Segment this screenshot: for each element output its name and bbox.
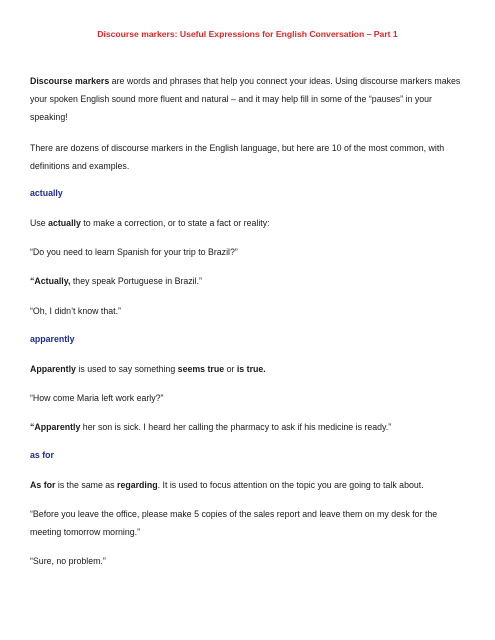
definition-as-for (30, 476, 470, 494)
document-title: Discourse markers: Useful Expressions for English Conversation – Part 1 (97, 29, 398, 39)
definition-actually-post: to make a correction, or to state a fact or reality: (80, 218, 270, 228)
example-bold: “Apparently (30, 422, 81, 432)
example-text: “Oh, I didn’t know that.” (30, 306, 121, 316)
example-actually-1 (30, 243, 470, 261)
definition-bold: is true. (236, 364, 266, 374)
definition-apparently (30, 360, 470, 378)
definition-bold: regarding (117, 480, 158, 490)
definition-apparently-term: Apparently (30, 364, 76, 374)
example-as-for-2 (30, 552, 470, 570)
intro-line-1-text: are words and phrases that help you connect your ideas. Using discourse markers makes (109, 76, 461, 86)
example-text: they speak Portuguese in Brazil.” (70, 276, 202, 286)
example-actually-2 (30, 272, 470, 290)
intro-line-2: your spoken English sound more fluent and natural – and it may help fill in some of the “pauses” in your (30, 94, 432, 104)
section-heading-actually: actually (30, 188, 63, 198)
example-apparently-1 (30, 389, 470, 407)
definition-text: is the same as (55, 480, 118, 490)
definition-text: is used to say something (75, 364, 178, 374)
section-heading-apparently: apparently (30, 334, 75, 344)
overview-line-2: definitions and examples. (30, 161, 130, 171)
definition-as-for-term: As for (30, 480, 56, 490)
definition-bold: seems true (177, 364, 225, 374)
definition-actually-term: actually (48, 218, 81, 228)
definition-actually-pre: Use (30, 218, 49, 228)
example-as-for-1-line-1: “Before you leave the office, please make 5 copies of the sales report and leave them on my desk for the (30, 509, 438, 519)
example-text: “Do you need to learn Spanish for your trip to Brazil?” (30, 247, 238, 257)
example-bold: “Actually, (30, 276, 71, 286)
example-text: “Sure, no problem.” (30, 556, 106, 566)
intro-term: Discourse markers (30, 76, 110, 86)
intro-line-1 (30, 72, 470, 90)
example-as-for-1-line-2: meeting tomorrow morning.” (30, 527, 140, 537)
example-apparently-2 (30, 418, 470, 436)
example-actually-3 (30, 302, 470, 320)
intro-line-3: speaking! (30, 112, 68, 122)
definition-text: . It is used to focus attention on the topic you are going to talk about. (157, 480, 424, 490)
definition-text: or (224, 364, 237, 374)
overview-line-1: There are dozens of discourse markers in the English language, but here are 10 of the most common, with (30, 143, 445, 153)
example-text: “How come Maria left work early?” (30, 393, 164, 403)
example-text: her son is sick. I heard her calling the pharmacy to ask if his medicine is ready.” (80, 422, 392, 432)
section-heading-as-for: as for (30, 450, 54, 460)
definition-actually (30, 214, 470, 232)
